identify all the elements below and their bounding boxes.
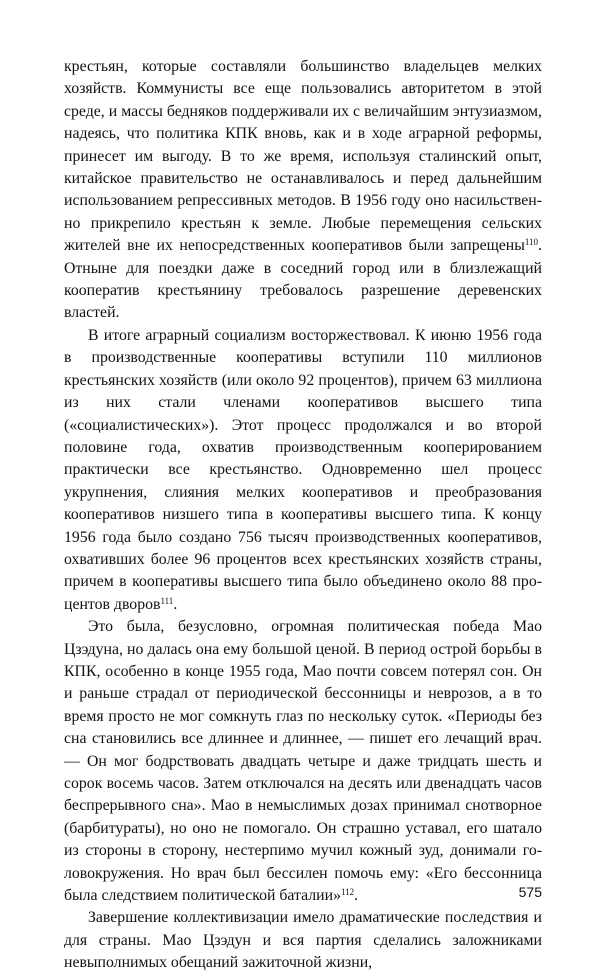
paragraph-1-text: крестьян, которые составляли большинство владельцев мелких хозяйств. Коммунисты все еще пользовались авторитетом в этой среде, и массы бедняков поддерживали их с величайшим энтузиазмом, надеясь, что политика КПК вновь, как и в ходе аграрной реформы, принесет им выгоду. В то же время, используя сталинский опыт, китайское правительство не останавливалось и перед дальнейшим использованием репрессивных методов. В 1956 году оно насильственно прикрепило крестьян к земле. Любые перемещения сельских жителей вне их непосредственных кооперативов были запрещены	[64, 58, 542, 255]
paragraph-3-tail: .	[354, 887, 359, 905]
paragraph-2	[64, 325, 542, 616]
page-number: 575	[518, 884, 542, 900]
paragraph-2-text: В итоге аграрный социализм восторжествовал. К июню 1956 года в производственные кооперативы вступили 110 миллионов крестьянских хозяйств (или около 92 процентов), причем 63 миллиона из них стали членами кооперативов высшего типа («социалистических»). Этот процесс продолжался и во второй половине года, охватив производственным кооперированием практически все крестьянство. Одновременно шел процесс укрупнения, слияния мелких кооперативов и преобразования кооперативов низшего типа в кооперативы высшего типа. К концу 1956 года было создано 756 тысяч производственных кооперативов, охвативших более 96 процентов всех крестьянских хозяйств страны, причем в кооперативы высшего типа было объединено около 88 процентов дворов	[64, 326, 542, 613]
paragraph-1	[64, 56, 542, 325]
paragraph-3	[64, 616, 542, 907]
paragraph-2-tail: .	[173, 595, 178, 613]
footnote-ref-111: 111	[160, 595, 174, 606]
footnote-ref-112: 112	[340, 887, 355, 898]
footnote-ref-110: 110	[524, 237, 539, 248]
body-text	[64, 56, 542, 975]
paragraph-3-text: Это была, безусловно, огромная политическая победа Мао Цзэдуна, но далась она ему большой ценой. В период острой борьбы в КПК, особенно в конце 1955 года, Мао почти совсем потерял сон. Он и раньше страдал от периодической бессонницы и неврозов, а в то время просто не мог сомкнуть глаз по нескольку суток. «Периоды без сна становились все длиннее и длиннее, — пишет его лечащий врач. — Он мог бодрствовать двадцать четыре и даже тридцать шесть и сорок восемь часов. Затем отключался на десять или двенадцать часов беспрерывного сна». Мао в немыслимых дозах принимал снотворное (барбитураты), но оно не помогало. Он страшно уставал, его шатало из стороны в сторону, нестерпимо мучил кожный зуд, донимали головокружения. Но врач был бессилен помочь ему: «Его бессонница была следствием политической баталии»	[64, 618, 542, 905]
paragraph-4-text: Завершение коллективизации имело драматические последствия и для страны. Мао Цзэдун и вся партия сделались заложниками невыполнимых обещаний зажиточной жизни,	[64, 909, 542, 972]
paragraph-1-tail: . Отныне для поездки даже в соседний город или в близлежащий кооператив крестьянину требовалось разрешение деревенских властей.	[64, 237, 542, 322]
paragraph-4	[64, 907, 542, 974]
